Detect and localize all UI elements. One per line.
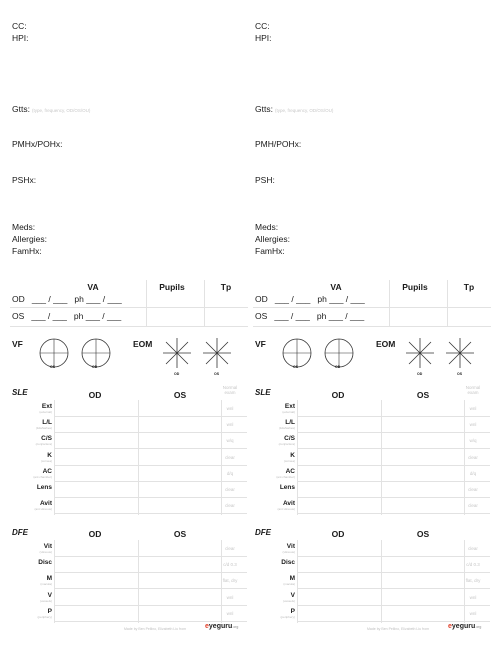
va-os-row: OS ___ / ___ ph ___ / ___ <box>255 311 365 321</box>
gtts-hint: (type, frequency, OD/OS/OU) <box>31 108 91 113</box>
va-od-label: OD <box>12 294 25 304</box>
cc-label: CC: <box>255 21 270 31</box>
eom-diagram <box>406 334 486 374</box>
dfe-normal-value: wnl <box>226 594 234 600</box>
eyeguru-logo: eyeguru.org <box>448 623 482 630</box>
sle-row-label: Ext (external) <box>39 403 52 414</box>
dfe-row-label: V (vessels) <box>282 591 295 603</box>
sle-normal-value: clear <box>225 487 235 492</box>
sle-row-label: L/L (lids/lashes) <box>278 419 295 431</box>
allergies-label: Allergies: <box>12 234 47 244</box>
sle-normal-value: w/q <box>469 438 477 444</box>
dfe-row-label: Disc <box>38 559 52 567</box>
left-exam-form <box>8 0 250 647</box>
sle-row-label: AC (ant chamber) <box>276 467 295 479</box>
normal-exam-header: Normal exam <box>222 385 238 395</box>
sle-os-header: OS <box>416 390 430 400</box>
sle-row-label: Avit (ant vitreous) <box>34 500 52 512</box>
vf-label: VF <box>12 339 23 349</box>
sle-normal-value: wnl <box>226 422 234 428</box>
sle-os-header: OS <box>173 390 187 400</box>
sle-normal-value: wnl <box>226 406 234 411</box>
eom-label: EOM <box>376 339 396 349</box>
dfe-os-header: OS <box>173 529 187 539</box>
va-os-row: OS ___ / ___ ph ___ / ___ <box>12 311 122 321</box>
gtts-label: Gtts: (type, frequency, OD/OS/OU) <box>12 104 91 114</box>
dfe-title: DFE <box>12 528 28 537</box>
dfe-normal-value: wnl <box>469 594 477 600</box>
dfe-row-label: Vit (vitreous) <box>39 543 52 554</box>
sle-rows <box>8 403 250 518</box>
eom-od-label: OD <box>417 372 423 376</box>
famhx-label: FamHx: <box>255 246 285 256</box>
sle-row-label: AC (ant chamber) <box>33 467 52 479</box>
va-od-row: OD ___ / ___ ph ___ / ___ <box>255 294 365 304</box>
normal-exam-header: Normal exam <box>465 385 481 395</box>
dfe-row-label: M (macula) <box>283 575 295 587</box>
allergies-label: Allergies: <box>255 234 290 244</box>
dfe-row-label: Disc <box>281 559 295 567</box>
vf-od-label: OD <box>335 365 341 369</box>
eyeguru-logo: eyeguru.org <box>205 623 239 630</box>
sle-normal-value: wnl <box>469 406 477 411</box>
dfe-normal-value: flat, dry <box>222 578 238 584</box>
dfe-normal-value: c/d 0.3 <box>223 562 237 568</box>
dfe-row-label: P (periphery) <box>280 607 295 619</box>
meds-label: Meds: <box>255 222 279 232</box>
pmhx-label: PMHx/POHx: <box>12 139 63 149</box>
cc-label: CC: <box>12 21 27 31</box>
sle-row-label: L/L (lids/lashes) <box>35 419 52 431</box>
hpi-label: HPI: <box>255 33 272 43</box>
dfe-rows <box>8 543 250 628</box>
dfe-normal-value: clear <box>225 546 235 551</box>
pshx-label: PSH: <box>255 175 275 185</box>
dfe-normal-value: clear <box>468 546 478 551</box>
pupils-header: Pupils <box>159 282 185 292</box>
sle-normal-value: wnl <box>469 422 477 428</box>
dfe-od-header: OD <box>331 529 345 539</box>
dfe-normal-value: wnl <box>226 610 234 616</box>
pmhx-label: PMH/POHx: <box>255 139 302 149</box>
vf-os-label: OS <box>50 365 56 369</box>
eom-od-label: OD <box>174 372 180 376</box>
famhx-label: FamHx: <box>12 246 42 256</box>
sle-od-header: OD <box>331 390 345 400</box>
sle-row-label: Ext (external) <box>282 403 295 414</box>
hpi-label: HPI: <box>12 33 29 43</box>
va-os-label: OS <box>12 311 25 321</box>
sle-normal-value: clear <box>225 503 235 509</box>
sle-normal-value: clear <box>225 454 235 460</box>
dfe-normal-value: wnl <box>469 610 477 616</box>
eom-label: EOM <box>133 339 153 349</box>
sle-row-label: C/S (conj/sclera) <box>35 435 52 447</box>
vf-od-label: OD <box>92 365 98 369</box>
vf-os-label: OS <box>293 365 299 369</box>
eom-diagram <box>163 334 243 374</box>
right-exam-form <box>251 0 493 647</box>
visual-field-diagram <box>38 335 113 375</box>
sle-normal-value: w/q <box>226 438 234 444</box>
dfe-os-header: OS <box>416 529 430 539</box>
sle-title: SLE <box>255 388 271 397</box>
dfe-title: DFE <box>255 528 271 537</box>
sle-rows <box>251 403 493 518</box>
dfe-row-label: V (vessels) <box>39 591 52 603</box>
sle-title: SLE <box>12 388 28 397</box>
meds-label: Meds: <box>12 222 36 232</box>
sle-row-label: K (cornea) <box>283 451 295 463</box>
gtts-label: Gtts: (type, frequency, OD/OS/OU) <box>255 104 334 114</box>
dfe-od-header: OD <box>88 529 102 539</box>
va-od-label: OD <box>255 294 268 304</box>
tp-header: Tp <box>463 282 475 292</box>
sle-od-header: OD <box>88 390 102 400</box>
footer-credit: Made by Ben Pellino, Elizabeth Liu from <box>367 627 430 631</box>
sle-row-label: C/S (conj/sclera) <box>278 435 295 447</box>
dfe-row-label: P (periphery) <box>37 607 52 619</box>
sle-row-label: Avit (ant vitreous) <box>277 500 295 512</box>
sle-normal-value: clear <box>468 503 478 509</box>
va-os-label: OS <box>255 311 268 321</box>
dfe-normal-value: flat, dry <box>465 578 481 584</box>
sle-row-label: Lens <box>36 484 52 491</box>
visual-field-diagram <box>281 335 356 375</box>
sle-row-label: K (cornea) <box>40 451 52 463</box>
dfe-rows <box>251 543 493 628</box>
pshx-label: PSHx: <box>12 175 37 185</box>
eom-os-label: OS <box>214 372 220 376</box>
sle-normal-value: d/q <box>469 470 477 476</box>
va-od-row: OD ___ / ___ ph ___ / ___ <box>12 294 122 304</box>
dfe-normal-value: c/d 0.3 <box>466 562 480 568</box>
tp-header: Tp <box>220 282 232 292</box>
sle-row-label: Lens <box>279 484 295 491</box>
footer-credit: Made by Ben Pellino, Elizabeth Liu from <box>124 627 187 631</box>
dfe-row-label: Vit (vitreous) <box>282 543 295 554</box>
va-header: VA <box>330 282 342 292</box>
eom-os-label: OS <box>457 372 463 376</box>
sle-normal-value: clear <box>468 487 478 492</box>
pupils-header: Pupils <box>402 282 428 292</box>
sle-normal-value: d/q <box>226 470 234 476</box>
va-header: VA <box>87 282 99 292</box>
dfe-row-label: M (macula) <box>40 575 52 587</box>
vf-label: VF <box>255 339 266 349</box>
sle-normal-value: clear <box>468 454 478 460</box>
gtts-hint: (type, frequency, OD/OS/OU) <box>274 108 334 113</box>
